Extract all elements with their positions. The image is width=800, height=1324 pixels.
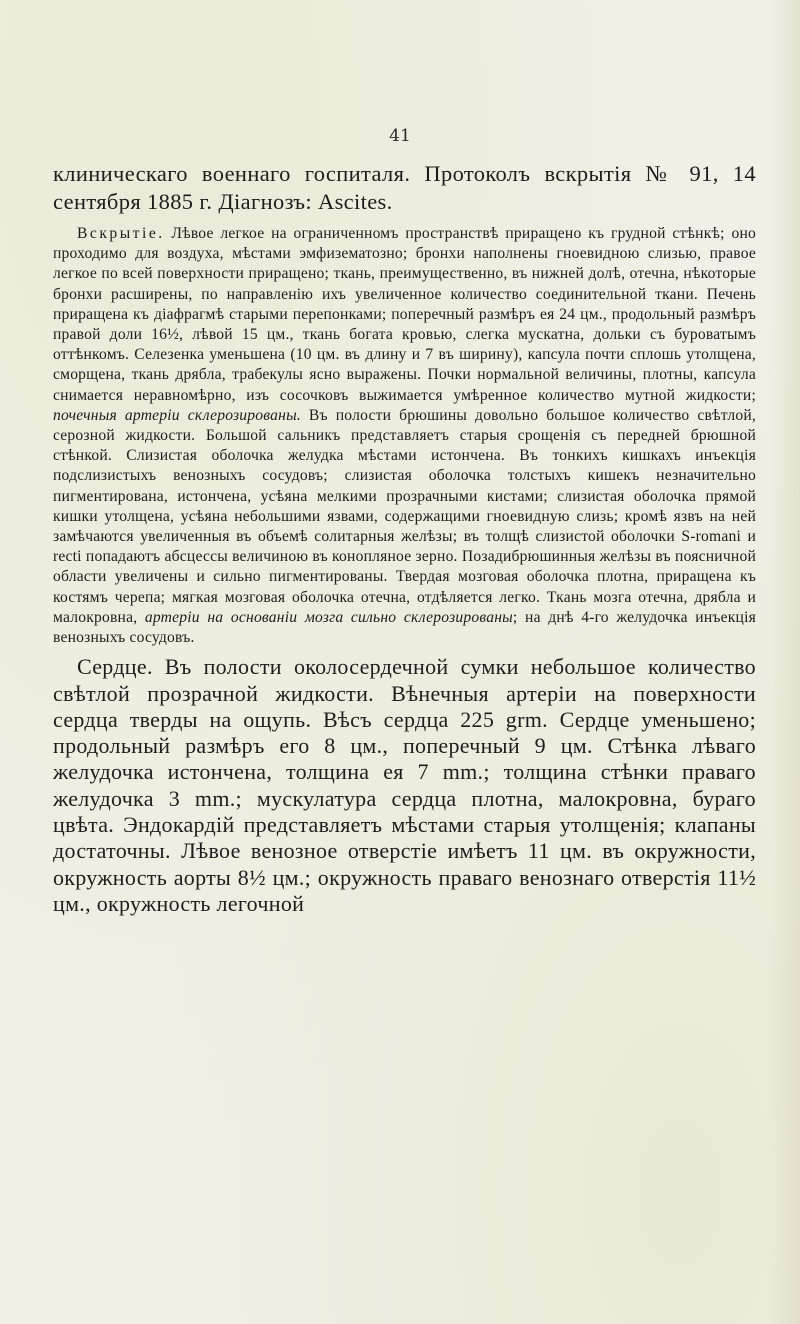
autopsy-paragraph bbox=[53, 224, 756, 648]
heart-title: Сердце. bbox=[77, 654, 153, 680]
heart-text: Въ полости околосердечной сумки небольшое количество свѣтлой прозрачной жидкости. Вѣнечныя артеріи на поверхности сердца тверды на ощупь. Вѣсъ сердца 225 grm. Сердце уменьшено; продольный размѣръ его 8 цм., поперечный 9 цм. Стѣнка лѣваго желудочка истончена, толщина ея 7 mm.; толщина стѣнки праваго желудочка 3 mm.; мускулатура сердца плотна, малокровна, бураго цвѣта. Эндокардій представляетъ мѣстами старыя утолщенія; клапаны достаточны. Лѣвое венозное отверстіе имѣетъ 11 цм. въ окружности, окружность аорты 8½ цм.; окружность праваго венознаго отверстія 11½ цм., окружность легочной bbox=[53, 654, 756, 916]
kidney-arteries-note: почечныя артеріи склерозированы. bbox=[53, 406, 301, 424]
autopsy-text-3: ; на днѣ 4-го желудочка инъекція венозныхъ сосудовъ. bbox=[53, 608, 756, 647]
autopsy-text-1: Лѣвое легкое на ограниченномъ пространствѣ приращено къ грудной стѣнкѣ; оно проходимо для воздуха, мѣстами эмфизематозно; бронхи наполнены гноевидною слизью, правое легкое по всей поверхности приращено; ткань, преимущественно, въ нижней долѣ, отечна, нѣкоторые бронхи расширены, по направленію ихъ увеличенное количество соединительной ткани. Печень приращена къ діафрагмѣ старыми перепонками; поперечный размѣръ ея 24 цм., продольный размѣръ правой доли 16½, лѣвой 15 цм., ткань богата кровью, слегка мускатна, дольки съ буроватымъ оттѣнкомъ. Селезенка уменьшена (10 цм. въ длину и 7 въ ширину), капсула почти сплошь утолщена, сморщена, ткань дрябла, трабекулы ясно выражены. Почки нормальной величины, плотны, капсула снимается неравномѣрно, изъ сосочковъ выжимается умѣренное количество мутной жидкости; bbox=[53, 225, 756, 404]
autopsy-title: Вскрытіе. bbox=[77, 225, 165, 242]
page-body bbox=[53, 160, 756, 917]
autopsy-text-2: Въ полости брюшины довольно большое количество свѣтлой, серозной жидкости. Большой сальникъ представляетъ старыя срощенія съ передней брюшной стѣнкой. Слизистая оболочка желудка мѣстами истончена. Въ тонкихъ кишкахъ инъекція подслизистыхъ венозныхъ сосудовъ; слизистая оболочка толстыхъ кишекъ незначительно пигментирована, истончена, усѣяна мелкими прозрачными кистами; слизистая оболочка прямой кишки утолщена, усѣяна небольшими язвами, содержащими гноевидную слизь; кромѣ язвъ на ней замѣчаются увеличенныя въ объемѣ солитарныя желѣзы; въ толщѣ слизистой оболочки S-romani и recti попадаютъ абсцессы величиною въ конопляное зерно. Позадибрюшинныя желѣзы въ поясничной области увеличены и сильно пигментированы. Твердая мозговая оболочка плотна, приращена къ костямъ черепа; мягкая мозговая оболочка отечна, отдѣляется легко. Ткань мозга отечна, дрябла и малокровна, bbox=[53, 406, 756, 626]
page-edge-discoloration bbox=[770, 0, 800, 1324]
page-number: 41 bbox=[389, 126, 411, 146]
brain-arteries-note: артеріи на основаніи мозга сильно склерозированы bbox=[144, 608, 513, 626]
case-heading: клиническаго военнаго госпиталя. Протоколъ вскрытія № 91, 14 сентября 1885 г. Діагнозъ: Ascites. bbox=[53, 161, 756, 214]
heart-paragraph bbox=[53, 654, 756, 917]
